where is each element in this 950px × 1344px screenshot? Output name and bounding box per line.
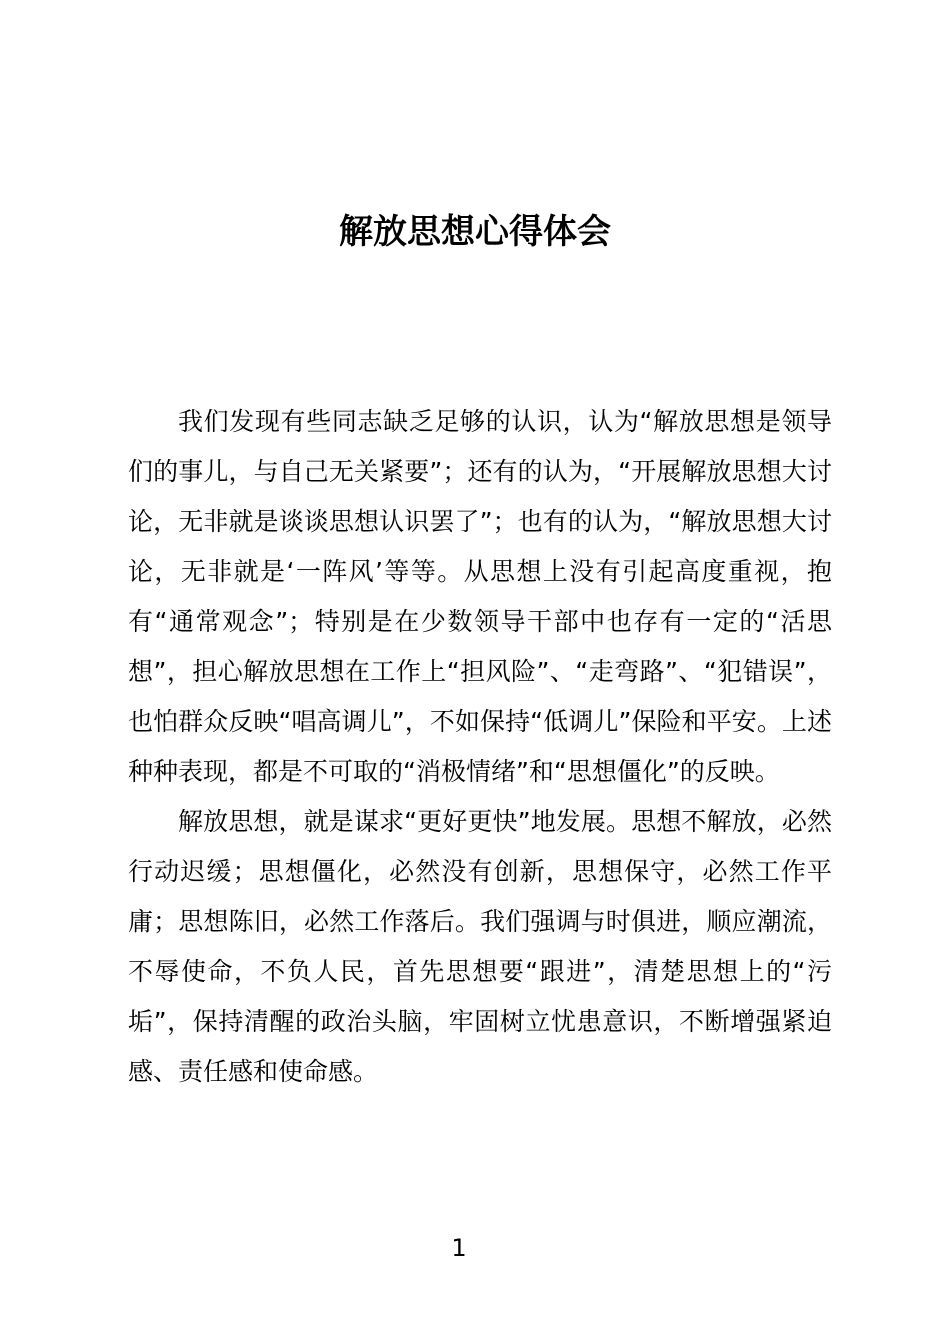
page-number: 1 bbox=[451, 1234, 467, 1262]
document-title: 解放思想心得体会 bbox=[339, 212, 611, 252]
document-body bbox=[128, 397, 832, 1097]
paragraph-1: 我们发现有些同志缺乏足够的认识，认为“解放思想是领导们的事儿，与自己无关紧要”；还有的认为，“开展解放思想大讨论，无非就是谈谈思想认识罢了”；也有的认为，“解放思想大讨论，无非就是‘一阵风’等等。从思想上没有引起高度重视，抱有“通常观念”；特别是在少数领导干部中也存有一定的“活思想”，担心解放思想在工作上“担风险”、“走弯路”、“犯错误”，也怕群众反映“唱高调儿”，不如保持“低调儿”保险和平安。上述种种表现，都是不可取的“消极情绪”和“思想僵化”的反映。 bbox=[128, 407, 832, 786]
paragraph-2: 解放思想，就是谋求“更好更快”地发展。思想不解放，必然行动迟缓；思想僵化，必然没有创新，思想保守，必然工作平庸；思想陈旧，必然工作落后。我们强调与时俱进，顺应潮流，不辱使命，不负人民，首先思想要“跟进”，清楚思想上的“污垢”，保持清醒的政治头脑，牢固树立忧患意识，不断增强紧迫感、责任感和使命感。 bbox=[128, 807, 832, 1086]
